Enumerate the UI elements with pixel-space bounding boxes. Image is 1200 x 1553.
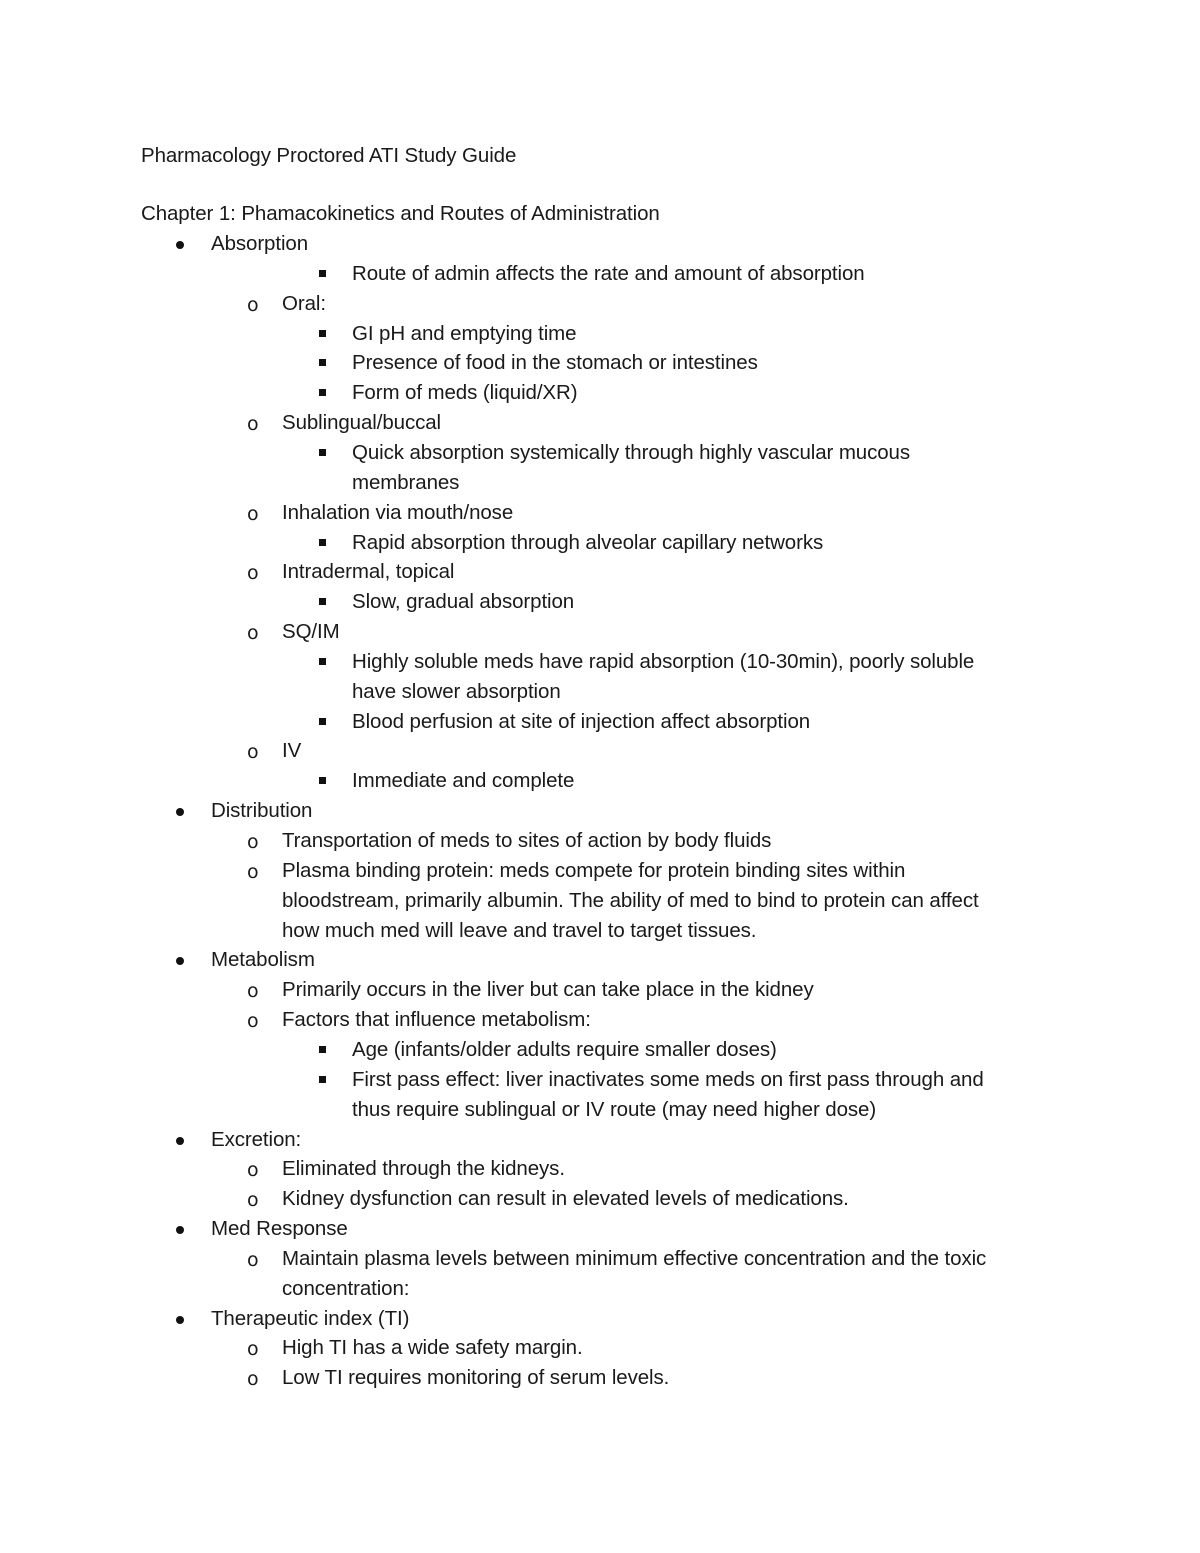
list-item-level-2: Primarily occurs in the liver but can take place in the kidney [282,978,814,1002]
bullet-circle-icon: o [247,1010,259,1033]
list-item-level-3: Age (infants/older adults require smaller doses) [352,1037,777,1061]
list-item-level-3: Slow, gradual absorption [352,590,575,614]
bullet-circle-icon: o [247,741,259,764]
list-item-level-2: Inhalation via mouth/nose [282,500,514,524]
bullet-square-icon [319,598,326,605]
list-item-level-1: Therapeutic index (TI) [211,1306,410,1330]
list-item-level-2: IV [282,739,302,763]
list-item-level-2: Transportation of meds to sites of action by body fluids [282,829,772,852]
list-item-level-3: Blood perfusion at site of injection affect absorption [352,709,811,733]
bullet-square-icon [319,658,326,665]
list-item-level-3: Highly soluble meds have rapid absorption (10-30min), poorly soluble [352,649,975,673]
list-item-level-1: Med Response [211,1217,348,1241]
list-item-level-3: Immediate and complete [352,769,575,793]
document-title: Pharmacology Proctored ATI Study Guide [141,144,517,167]
bullet-square-icon [319,270,326,277]
bullet-dot-icon [176,1137,184,1145]
bullet-circle-icon: o [247,1189,259,1212]
bullet-dot-icon [176,1316,184,1324]
bullet-square-icon [319,359,326,366]
bullet-circle-icon: o [247,1338,259,1361]
bullet-square-icon [319,330,326,337]
list-item-level-1: Excretion: [211,1127,302,1151]
bullet-square-icon [319,1046,326,1053]
list-item-level-1: Metabolism [211,948,315,972]
list-item-level-3: Rapid absorption through alveolar capillary networks [352,530,824,554]
list-item-continuation: how much med will leave and travel to target tissues. [282,918,757,942]
list-item-continuation: have slower absorption [352,679,561,703]
bullet-dot-icon [176,808,184,816]
list-item-level-2: Plasma binding protein: meds compete for protein binding sites within [282,858,906,882]
list-item-level-3: Presence of food in the stomach or intestines [352,351,758,375]
list-item-continuation: membranes [352,470,460,494]
list-item-level-2: Kidney dysfunction can result in elevated levels of medications. [282,1187,849,1211]
list-item-continuation: concentration: [282,1276,410,1300]
bullet-circle-icon: o [247,860,259,883]
list-item-level-3: Route of admin affects the rate and amount of absorption [352,261,865,285]
bullet-dot-icon [176,1226,184,1234]
list-item-level-2: Low TI requires monitoring of serum levels. [282,1366,670,1390]
list-item-level-2: Sublingual/buccal [282,411,441,435]
list-item-level-2: SQ/IM [282,620,340,644]
bullet-circle-icon: o [247,1159,259,1182]
bullet-circle-icon: o [247,980,259,1003]
list-item-level-3: GI pH and emptying time [352,321,577,345]
bullet-circle-icon: o [247,1368,259,1391]
bullet-circle-icon: o [247,831,259,853]
list-item-level-2: Maintain plasma levels between minimum effective concentration and the toxic [282,1246,987,1270]
list-item-level-1: Distribution [211,799,313,823]
bullet-circle-icon: o [247,413,259,436]
list-item-level-2: Eliminated through the kidneys. [282,1157,565,1181]
bullet-dot-icon [176,957,184,965]
bullet-square-icon [319,449,326,456]
bullet-square-icon [319,1076,326,1083]
bullet-dot-icon [176,241,184,249]
list-item-level-2: Intradermal, topical [282,560,455,584]
list-item-level-2: Oral: [282,291,326,315]
list-item-level-3: First pass effect: liver inactivates some meds on first pass through and [352,1067,984,1091]
bullet-square-icon [319,777,326,784]
bullet-square-icon [319,539,326,546]
bullet-circle-icon: o [247,293,259,316]
list-item-level-1: Absorption [211,232,309,255]
bullet-circle-icon: o [247,562,259,585]
list-item-continuation: thus require sublingual or IV route (may need higher dose) [352,1097,877,1121]
bullet-square-icon [319,389,326,396]
list-item-continuation: bloodstream, primarily albumin. The ability of med to bind to protein can affect [282,888,979,912]
chapter-heading: Chapter 1: Phamacokinetics and Routes of Administration [141,202,660,225]
bullet-square-icon [319,718,326,725]
bullet-circle-icon: o [247,502,259,525]
list-item-level-2: High TI has a wide safety margin. [282,1336,583,1360]
list-item-level-3: Quick absorption systemically through highly vascular mucous [352,440,911,464]
list-item-level-3: Form of meds (liquid/XR) [352,381,578,405]
list-item-level-2: Factors that influence metabolism: [282,1008,591,1032]
bullet-circle-icon: o [247,1248,259,1271]
bullet-circle-icon: o [247,622,259,645]
